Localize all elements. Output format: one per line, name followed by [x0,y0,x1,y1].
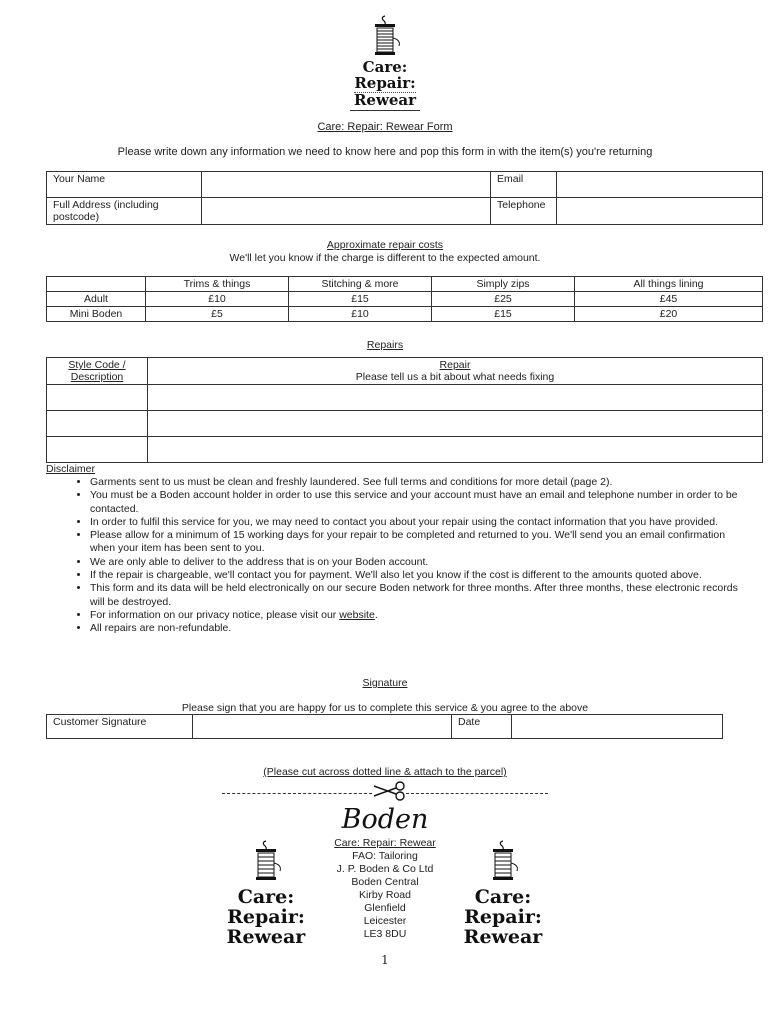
form-instructions: Please write down any information we need to know here and pop this form in with the item(s) you're returning [117,146,653,158]
style-code-field[interactable] [47,385,148,411]
style-code-field[interactable] [47,437,148,463]
details-table [46,171,763,225]
logo-line-3: Rewear [226,925,306,948]
costs-cell: Adult [47,292,146,307]
form-title: Care: Repair: Rewear Form [317,121,453,133]
description-label: Description [70,371,124,383]
spool-icon [365,14,405,60]
costs-heading: Approximate repair costs [326,239,444,251]
costs-col-2: Stitching & more [289,277,432,292]
name-field[interactable] [202,172,491,198]
logo-line-3: Rewear [353,90,417,109]
signature-note: Please sign that you are happy for us to complete this service & you agree to the above [181,702,589,714]
disclaimer-heading: Disclaimer [46,463,96,475]
cut-line-left [222,793,372,794]
repairs-table [46,357,763,463]
privacy-website-link[interactable]: website [339,608,375,621]
email-field[interactable] [557,172,763,198]
date-label: Date [452,715,512,739]
signature-heading: Signature [362,677,408,689]
costs-row-adult [47,292,763,307]
costs-row-mini [47,307,763,322]
disclaimer-item: • Garments sent to us must be clean and freshly laundered. See full terms and conditions for more detail (page 2). [90,476,740,489]
logo-wordmark [458,888,548,948]
logo-wordmark [345,60,425,108]
repair-field[interactable] [148,411,763,437]
costs-cell: £25 [432,292,575,307]
address-line: Kirby Road [359,889,411,901]
disclaimer-item: • Please allow for a minimum of 15 working days for your repair to be completed and returned to you. We'll send you an email confirmation when your item has been sent to you. [90,529,740,556]
telephone-field[interactable] [557,198,763,225]
address-field[interactable] [202,198,491,225]
disclaimer-item: • You must be a Boden account holder in order to use this service and your account must have an email and telephone number in order to be contacted. [90,489,740,516]
disclaimer-item: • In order to fulfil this service for you, we may need to contact you about your repair using the contact information that you have provided. [90,516,740,529]
logo-wordmark [221,888,311,948]
name-label: Your Name [47,172,202,198]
costs-cell: Mini Boden [47,307,146,322]
style-code-label: Style Code / [68,359,126,371]
page-number: 1 [381,953,389,967]
bottom-right-logo [458,836,548,948]
costs-col-4: All things lining [575,277,763,292]
date-field[interactable] [512,715,723,739]
costs-col-0 [47,277,146,292]
address-heading: Care: Repair: Rewear [334,837,436,849]
style-code-field[interactable] [47,411,148,437]
cut-line-right [406,793,548,794]
address-label: Full Address (including postcode) [47,198,202,225]
spool-icon [483,836,523,888]
telephone-label: Telephone [491,198,557,225]
costs-cell: £20 [575,307,763,322]
privacy-prefix: For information on our privacy notice, please visit our [90,608,340,621]
address-line: FAO: Tailoring [352,850,418,862]
logo-line-1: Care: [237,886,295,908]
logo-line-2: Repair: [464,905,542,928]
costs-cell: £45 [575,292,763,307]
costs-cell: £15 [289,292,432,307]
customer-signature-field[interactable] [193,715,452,739]
address-line: LE3 8DU [363,928,407,940]
disclaimer-item: • We are only able to deliver to the address that is on your Boden account. [90,556,740,569]
repairs-col-repair [148,358,763,385]
repair-field[interactable] [148,437,763,463]
costs-table [46,276,763,322]
disclaimer-item: • If the repair is chargeable, we'll contact you for payment. We'll also let you know if the cost is different to the amounts quoted above. [90,569,740,582]
bottom-left-logo [221,836,311,948]
logo-line-3: Rewear [463,925,543,948]
scissors-icon [372,781,406,801]
repairs-col-style [47,358,148,385]
costs-cell: £10 [146,292,289,307]
top-logo [345,14,425,111]
repair-hint: Please tell us a bit about what needs fixing [355,371,555,383]
costs-cell: £15 [432,307,575,322]
costs-col-1: Trims & things [146,277,289,292]
costs-cell: £5 [146,307,289,322]
privacy-suffix: . [374,608,378,621]
disclaimer-item-privacy [90,609,740,622]
costs-cell: £10 [289,307,432,322]
repair-field[interactable] [148,385,763,411]
address-line: Glenfield [364,902,406,914]
address-block [300,837,470,941]
logo-line-2: Repair: [227,905,305,928]
disclaimer-item: • All repairs are non-refundable. [90,622,740,635]
address-line: Leicester [363,915,407,927]
disclaimer-list [68,476,740,636]
logo-line-1: Care: [362,58,408,76]
repairs-heading: Repairs [366,339,404,351]
address-line: J. P. Boden & Co Ltd [336,863,434,875]
repair-label: Repair [439,359,471,371]
address-line: Boden Central [351,876,419,888]
disclaimer-item: • This form and its data will be held electronically on our secure Boden network for three months. After three months, these electronic records will be destroyed. [90,582,740,609]
customer-signature-label: Customer Signature [47,715,193,739]
signature-table [46,714,723,739]
email-label: Email [491,172,557,198]
costs-header-row [47,277,763,292]
spool-icon [246,836,286,888]
logo-line-2: Repair: [354,73,416,92]
logo-line-1: Care: [474,886,532,908]
costs-col-3: Simply zips [432,277,575,292]
costs-note: We'll let you know if the charge is different to the expected amount. [229,252,541,264]
boden-script-logo: Boden [341,804,429,835]
cut-instruction: (Please cut across dotted line & attach to the parcel) [263,766,507,778]
